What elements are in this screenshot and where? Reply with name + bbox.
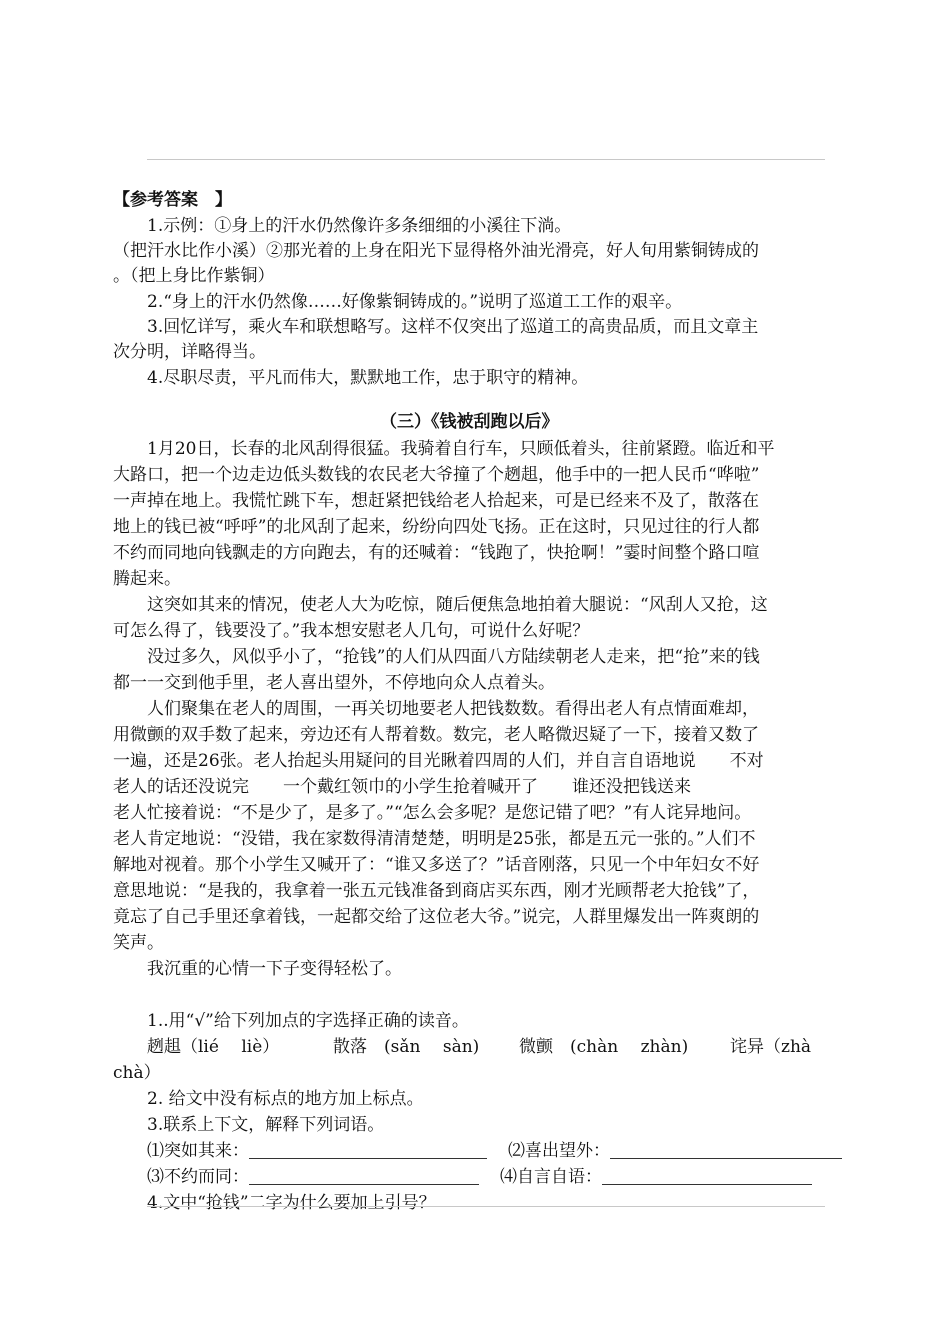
question-2: 2. 给文中没有标点的地方加上标点。	[147, 1089, 424, 1109]
story-line: 地上的钱已被“呼呼”的北风刮了起来，纷纷向四处飞扬。正在这时，只见过往的行人都	[113, 517, 760, 537]
q1-option-d: 诧异（zhà	[730, 1037, 812, 1057]
answer-line: 次分明，详略得当。	[113, 342, 266, 362]
story-title: （三）《钱被刮跑以后》	[380, 412, 559, 432]
answer-line: 1.示例：①身上的汗水仍然像许多条细细的小溪往下淌。	[147, 216, 572, 236]
story-line: 不约而同地向钱飘走的方向跑去，有的还喊着：“钱跑了，快抢啊！”霎时间整个路口喧	[113, 543, 760, 563]
story-line: 竟忘了自己手里还拿着钱，一起都交给了这位老大爷。”说完，人群里爆发出一阵爽朗的	[113, 907, 760, 927]
q3-answer-blank-c[interactable]	[249, 1166, 479, 1185]
story-line: 一声掉在地上。我慌忙跳下车，想赶紧把钱给老人拾起来，可是已经来不及了，散落在	[113, 491, 759, 511]
q1-option-d-wrap: chà）	[113, 1063, 161, 1083]
q3-item-a	[147, 1139, 487, 1163]
story-line: 1月20日，长春的北风刮得很猛。我骑着自行车，只顾低着头，往前紧蹬。临近和平	[147, 439, 775, 459]
story-line: 解地对视着。那个小学生又喊开了：“谁又多送了？”话音刚落，只见一个中年妇女不好	[113, 855, 760, 875]
story-line: 没过多久，风似乎小了，“抢钱”的人们从四面八方陆续朝老人走来，把“抢”来的钱	[147, 647, 760, 667]
answer-line: 3.回忆详写，乘火车和联想略写。这样不仅突出了巡道工的高贵品质，而且文章主	[147, 317, 759, 337]
story-line: 一遍，还是26张。老人抬起头用疑问的目光瞅着四周的人们，并自言自语地说 不对	[113, 751, 764, 771]
story-line: 我沉重的心情一下子变得轻松了。	[147, 959, 402, 979]
bottom-divider	[147, 1206, 825, 1207]
answers-heading: 【参考答案 】	[113, 190, 232, 210]
q3-answer-blank-a[interactable]	[249, 1140, 487, 1159]
story-line: 用微颤的双手数了起来，旁边还有人帮着数。数完，老人略微迟疑了一下，接着又数了	[113, 725, 759, 745]
q3-item-b-label: ⑵喜出望外：	[508, 1141, 610, 1161]
q3-answer-blank-b[interactable]	[610, 1140, 842, 1159]
story-line: 笑声。	[113, 933, 164, 953]
story-line: 老人肯定地说：“没错，我在家数得清清楚楚，明明是25张，都是五元一张的。”人们不	[113, 829, 756, 849]
q3-item-b	[508, 1139, 842, 1163]
q3-item-c-label: ⑶不约而同：	[147, 1167, 249, 1187]
q3-answer-blank-d[interactable]	[602, 1166, 812, 1185]
answer-line: 4.尽职尽责，平凡而伟大，默默地工作，忠于职守的精神。	[147, 368, 589, 388]
q3-item-a-label: ⑴突如其来：	[147, 1141, 249, 1161]
question-3: 3.联系上下文，解释下列词语。	[147, 1115, 385, 1135]
q1-option-a: 趔趄（lié liè）	[147, 1037, 280, 1057]
story-line: 都一一交到他手里，老人喜出望外，不停地向众人点着头。	[113, 673, 555, 693]
q3-item-d-label: ⑷自言自语：	[500, 1167, 602, 1187]
story-line: 人们聚集在老人的周围，一再关切地要老人把钱数数。看得出老人有点情面难却，	[147, 699, 759, 719]
answer-line: 2.“身上的汗水仍然像……好像紫铜铸成的。”说明了巡道工工作的艰辛。	[147, 292, 683, 312]
question-1: 1..用“√”给下列加点的字选择正确的读音。	[147, 1011, 469, 1031]
story-line: 这突如其来的情况，使老人大为吃惊，随后便焦急地拍着大腿说：“风刮人又抢，这	[147, 595, 768, 615]
answer-line: （把汗水比作小溪）②那光着的上身在阳光下显得格外油光滑亮，好人旬用紫铜铸成的	[113, 241, 759, 261]
answer-line: 。（把上身比作紫铜）	[113, 266, 275, 286]
q1-option-c: 微颤 (chàn zhàn)	[519, 1037, 689, 1057]
story-line: 老人忙接着说：“不是少了，是多了。”“怎么会多呢？是您记错了吧？”有人诧异地问。	[113, 803, 752, 823]
story-line: 老人的话还没说完 一个戴红领巾的小学生抢着喊开了 谁还没把钱送来	[113, 777, 691, 797]
story-line: 大路口，把一个边走边低头数钱的农民老大爷撞了个趔趄，他手中的一把人民币“哗啦”	[113, 465, 760, 485]
top-divider	[147, 159, 825, 160]
q3-item-d	[500, 1165, 812, 1189]
q3-item-c	[147, 1165, 479, 1189]
story-line: 腾起来。	[113, 569, 181, 589]
question-4: 4.文中“抢钱”二字为什么要加上引号？	[147, 1193, 436, 1213]
story-line: 可怎么得了，钱要没了。”我本想安慰老人几句，可说什么好呢？	[113, 621, 590, 641]
q1-option-b: 散落 (sǎn sàn)	[333, 1037, 480, 1057]
story-line: 意思地说：“是我的，我拿着一张五元钱准备到商店买东西，刚才光顾帮老大抢钱”了，	[113, 881, 760, 901]
